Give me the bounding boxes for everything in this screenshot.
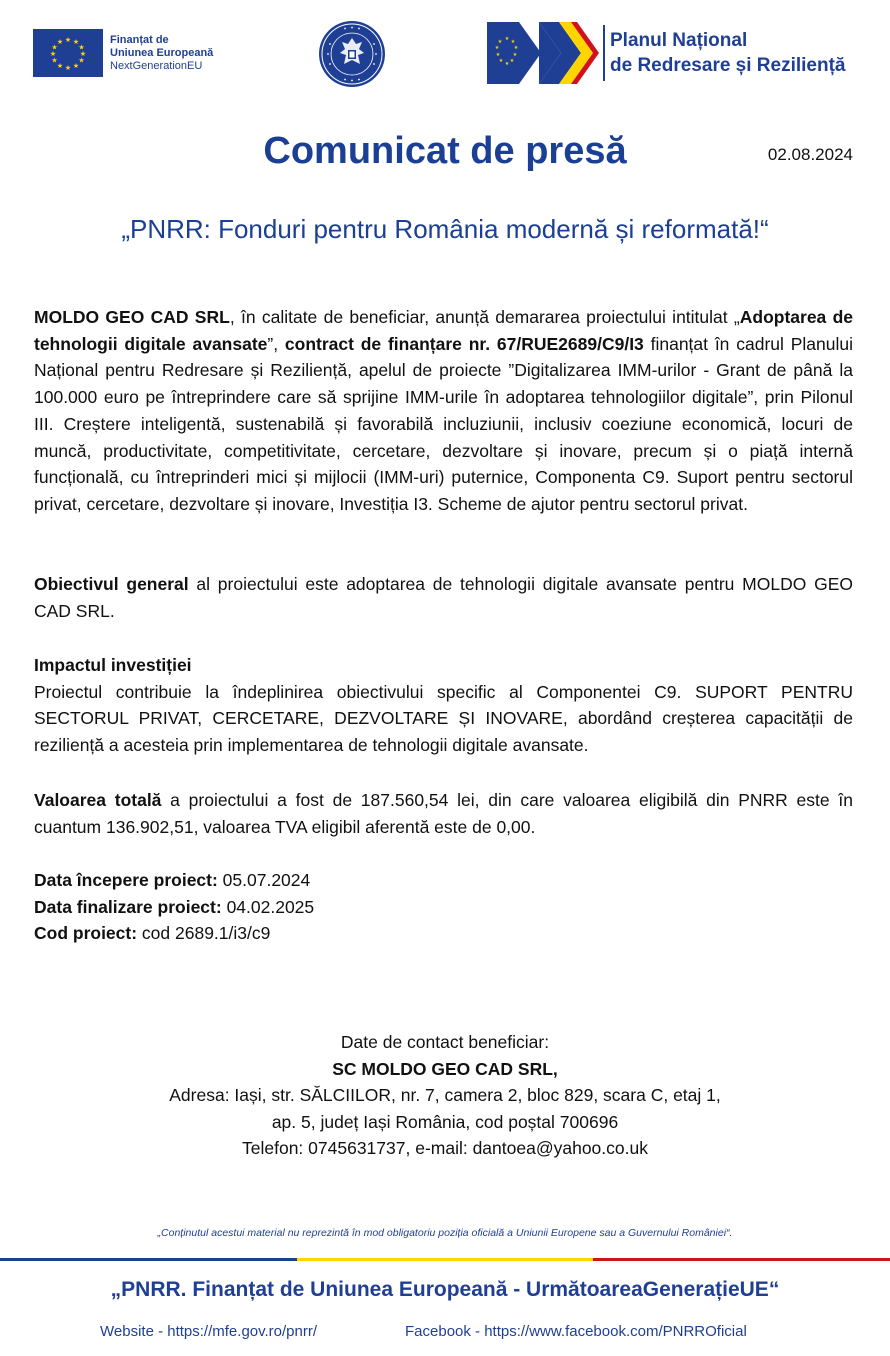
beneficiary-name: MOLDO GEO CAD SRL: [34, 307, 230, 327]
contract-number: contract de finanțare nr. 67/RUE2689/C9/I3: [284, 333, 644, 354]
svg-text:★: ★: [513, 45, 519, 51]
eu-line2: Uniunea Europeană: [110, 46, 214, 59]
page-title: Comunicat de presă: [263, 130, 627, 172]
pnrr-divider: [603, 25, 605, 81]
value-label: Valoarea totală: [34, 790, 162, 810]
svg-text:★: ★: [504, 61, 510, 67]
start-date-label: Data începere proiect:: [34, 870, 218, 890]
value-text: a proiectului a fost de 187.560,54 lei, din care valoarea eligibilă din PNRR este în cuantum 136.902,51, valoarea TVA eligibil aferentă este de 0,00.: [34, 790, 853, 837]
project-title: Adoptarea de tehnologii digitale avansate: [34, 307, 854, 354]
svg-text:★: ★: [509, 58, 515, 64]
tricolor-blue: [0, 1258, 297, 1261]
romanian-government-seal-icon: [318, 20, 386, 88]
impact-heading: Impactul investiției: [34, 655, 192, 675]
beneficiary-contact: [0, 1029, 890, 1162]
eu-line3: NextGenerationEU: [110, 59, 203, 72]
svg-text:★: ★: [504, 36, 510, 42]
svg-text:★: ★: [64, 36, 72, 44]
eu-flag-icon: [33, 29, 103, 77]
svg-text:★: ★: [512, 52, 518, 58]
svg-text:★: ★: [497, 39, 503, 45]
facebook-link[interactable]: Facebook - https://www.facebook.com/PNRROficial: [405, 1323, 747, 1340]
objective-text: al proiectului este adoptarea de tehnologii digitale avansate pentru MOLDO GEO CAD SRL.: [34, 574, 854, 621]
project-code-value: cod 2689.1/i3/c9: [137, 923, 271, 944]
pnrr-logo: [487, 22, 846, 84]
eu-funding-text: [110, 34, 213, 73]
svg-text:★: ★: [498, 58, 504, 64]
tricolor-divider: [0, 1258, 890, 1261]
svg-text:★: ★: [51, 56, 58, 65]
svg-text:★: ★: [495, 52, 501, 58]
intro-text-1: , în calitate de beneficiar, anunță demararea proiectului intitulat „: [229, 307, 740, 327]
svg-text:★: ★: [51, 43, 58, 52]
pnrr-logo-text: [610, 28, 846, 78]
svg-text:★: ★: [78, 43, 85, 52]
intro-text-3: finanțat în cadrul Planului Național pentru Redresare și Reziliență, apelul de proiecte ”Digitalizarea IMM-urilor - Grant de până la 100.000 euro pe întreprindere care să sprijine IMM-urile în adoptarea tehnologiilor digitale”, prin Pilonul III. Creștere inteligentă, sustenabilă și favorabilă incluziunii, inclusiv coeziune economică, locuri de muncă, productivitate, competitivitate, cercetare, dezvoltare și inovare, precum și o piață internă funcțională, cu întreprinderi mici și mijlocii (IMM-uri) puternice, Componenta C9. Suport pentru sectorul privat, cercetare, dezvoltare și inovare, Investiția I3. Scheme de ajutor pentru sectorul privat.: [34, 333, 853, 514]
end-date-value: 04.02.2025: [221, 896, 315, 917]
website-link[interactable]: Website - https://mfe.gov.ro/pnrr/: [100, 1323, 318, 1340]
svg-text:★: ★: [56, 62, 64, 70]
footer-slogan: „PNRR. Finanțat de Uniunea Europeană - UrmătoareaGenerațieUE“: [110, 1278, 780, 1301]
project-dates: [34, 867, 853, 947]
tricolor-yellow: [297, 1258, 594, 1261]
pnrr-flag-arrows-icon: [487, 22, 599, 84]
value-paragraph: [34, 787, 853, 840]
eu-funding-logo: [33, 29, 213, 77]
contact-address-line1: Adresa: Iași, str. SĂLCIILOR, nr. 7, camera 2, bloc 829, scara C, etaj 1,: [169, 1085, 721, 1105]
release-date: 02.08.2024: [767, 145, 853, 164]
page-subtitle: „PNRR: Fonduri pentru România modernă și reformată!“: [121, 214, 769, 244]
intro-text-2: ”,: [267, 333, 285, 354]
svg-text:★: ★: [72, 38, 80, 46]
svg-text:★: ★: [79, 50, 87, 58]
objective-paragraph: [34, 571, 853, 624]
project-code-label: Cod proiect:: [34, 923, 138, 944]
eu-line1: Finanțat de: [110, 33, 169, 46]
tricolor-red: [593, 1258, 890, 1261]
end-date-label: Data finalizare proiect:: [34, 896, 222, 917]
svg-text:★: ★: [510, 39, 516, 45]
svg-text:★: ★: [78, 56, 85, 65]
start-date-value: 05.07.2024: [217, 870, 311, 890]
contact-address-line2: ap. 5, județ Iași România, cod poștal 700696: [271, 1111, 619, 1132]
contact-phone-email: Telefon: 0745631737, e-mail: dantoea@yahoo.co.uk: [242, 1138, 648, 1158]
contact-company: SC MOLDO GEO CAD SRL,: [332, 1058, 558, 1079]
impact-text: Proiectul contribuie la îndeplinirea obiectivului specific al Componentei C9. SUPORT PENTRU SECTORUL PRIVAT, CERCETARE, DEZVOLTARE ȘI INOVARE, abordând creșterea capacității de reziliență a acesteia prin implementarea de tehnologii digitale avansate.: [34, 681, 853, 756]
svg-text:★: ★: [49, 50, 57, 58]
impact-paragraph: [34, 652, 853, 759]
svg-text:★: ★: [72, 62, 80, 70]
objective-label: Obiectivul general: [34, 574, 189, 594]
svg-text:★: ★: [56, 38, 64, 46]
pnrr-line2: de Redresare și Reziliență: [610, 55, 846, 76]
disclaimer: „Conținutul acestui material nu reprezintă în mod obligatoriu poziția oficială a Uniunii Europene sau a Guvernului României“.: [157, 1227, 733, 1239]
svg-text:★: ★: [64, 64, 72, 72]
contact-heading: Date de contact beneficiar:: [340, 1032, 550, 1052]
svg-text:★: ★: [494, 45, 500, 51]
intro-paragraph: [34, 304, 853, 518]
pnrr-line1: Planul Național: [610, 30, 748, 51]
